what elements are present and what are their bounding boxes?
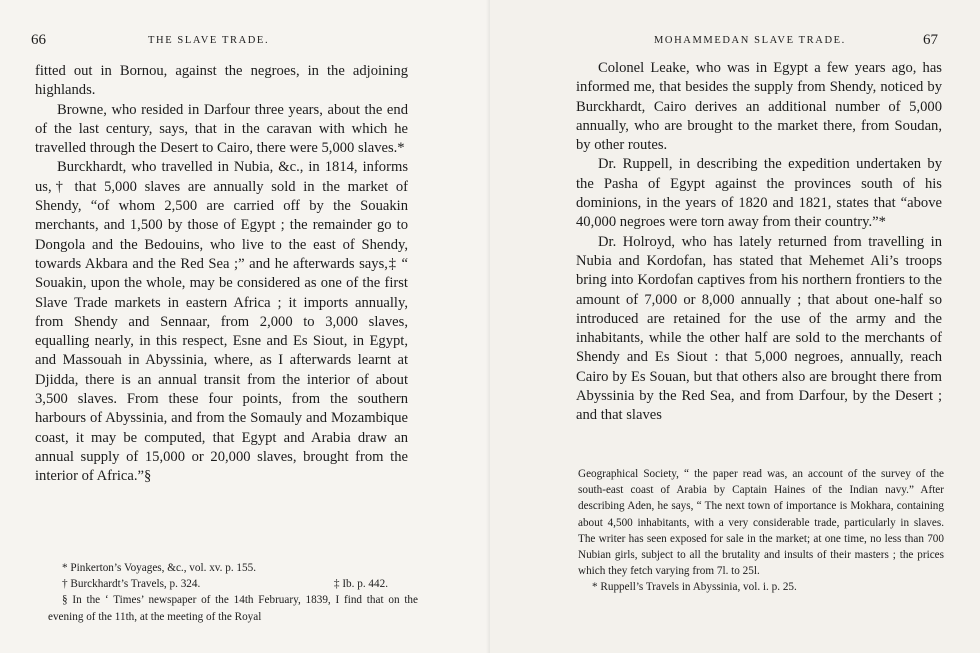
right-footnotes xyxy=(578,466,944,596)
footnote: * Ruppell’s Travels in Abyssinia, vol. i. p. 25. xyxy=(592,581,797,594)
footnote: * Pinkerton’s Voyages, &c., vol. xv. p. 155. xyxy=(62,562,257,574)
right-page xyxy=(490,0,980,653)
paragraph: Colonel Leake, who was in Egypt a few years ago, has informed me, that besides the supply from Shendy, noticed by Burckhardt, Cairo derives an additional number of 5,000 annually, who are brought to the market there, from Soudan, by other routes. xyxy=(576,60,942,154)
left-running-head: THE SLAVE TRADE. xyxy=(148,35,270,46)
footnote: ‡ Ib. p. 442. xyxy=(333,578,388,591)
footnote-row xyxy=(48,576,418,592)
left-page-number: 66 xyxy=(31,32,46,48)
left-footnotes xyxy=(48,560,418,625)
right-running-head: MOHAMMEDAN SLAVE TRADE. xyxy=(654,35,846,46)
left-page-header xyxy=(0,32,490,52)
paragraph: fitted out in Bornou, against the negroes, in the adjoining highlands. xyxy=(35,63,408,99)
paragraph: Browne, who resided in Darfour three years, about the end of the last century, says, that in the caravan with which he travelled through the Desert to Cairo, there were 5,000 slaves.* xyxy=(35,101,408,157)
footnote: † Burckhardt’s Travels, p. 324. xyxy=(62,578,201,591)
paragraph: Dr. Holroyd, who has lately returned from travelling in Nubia and Kordofan, has stated that Mehemet Ali’s troops bring into Kordofan captives from his northern frontiers to the amount of 7,000 or 8,000 annually ; that about one-half so introduced are retained for the use of the army and the inhabitants, while the other half are sold to the merchants of Shendy and Es Siout : that 5,000 negroes, annually, reach Cairo by Es Souan, but that others also are brought there from Abyssinia by the Red Sea, and from Darfour, by the Desert ; and that slaves xyxy=(576,233,942,424)
footnote: Geographical Society, “ the paper read was, an account of the survey of the south-east coast of Arabia by Captain Haines of the Indian navy.” After describing Aden, he says, “ The next town of importance is Mokhara, containing about 4,500 inhabitants, with a very considerable trade, particularly in slaves. The writer has seen exposed for sale in the market; at one time, no less than 700 Nubian girls, subject to all the brutality and insults of their masters ; the prices which they fetch varying from 7l. to 25l. xyxy=(578,468,944,578)
right-page-header xyxy=(490,32,980,52)
right-page-body xyxy=(576,59,942,426)
paragraph: Burckhardt, who travelled in Nubia, &c., in 1814, informs us,† that 5,000 slaves are annually sold in the market of Shendy, “of whom 2,500 are carried off by the Souakin merchants, and 1,500 by those of Egypt ; the remainder go to Dongola and the Bedouins, who live to the east of Shendy, towards Akbara and the Red Sea ;” and he afterwards says,‡ “ Souakin, upon the whole, may be considered as one of the first Slave Trade markets in eastern Africa ; it imports annually, from Shendy and Sennaar, from 2,000 to 3,000 slaves, equalling nearly, in this respect, Esne and Es Siout, in Egypt, and Massouah in Abyssinia, where, as I afterwards learnt at Djidda, there is an annual transit from the interior of about 3,500 slaves. From these four points, from the southern harbours of Abyssinia, and from the Somauly and Mozambique coast, it may be computed, that Egypt and Arabia draw an annual supply of 15,000 or 20,000 slaves, brought from the interior of Africa.”§ xyxy=(35,159,408,485)
left-page-body xyxy=(35,62,408,487)
right-page-number: 67 xyxy=(923,32,938,48)
paragraph: Dr. Ruppell, in describing the expedition undertaken by the Pasha of Egypt against the provinces south of his dominions, in the years of 1820 and 1821, states that “above 40,000 negroes were torn away from their country.”* xyxy=(576,156,942,231)
footnote: § In the ‘ Times’ newspaper of the 14th February, 1839, I find that on the evening of the 11th, at the meeting of the Royal xyxy=(48,594,418,623)
